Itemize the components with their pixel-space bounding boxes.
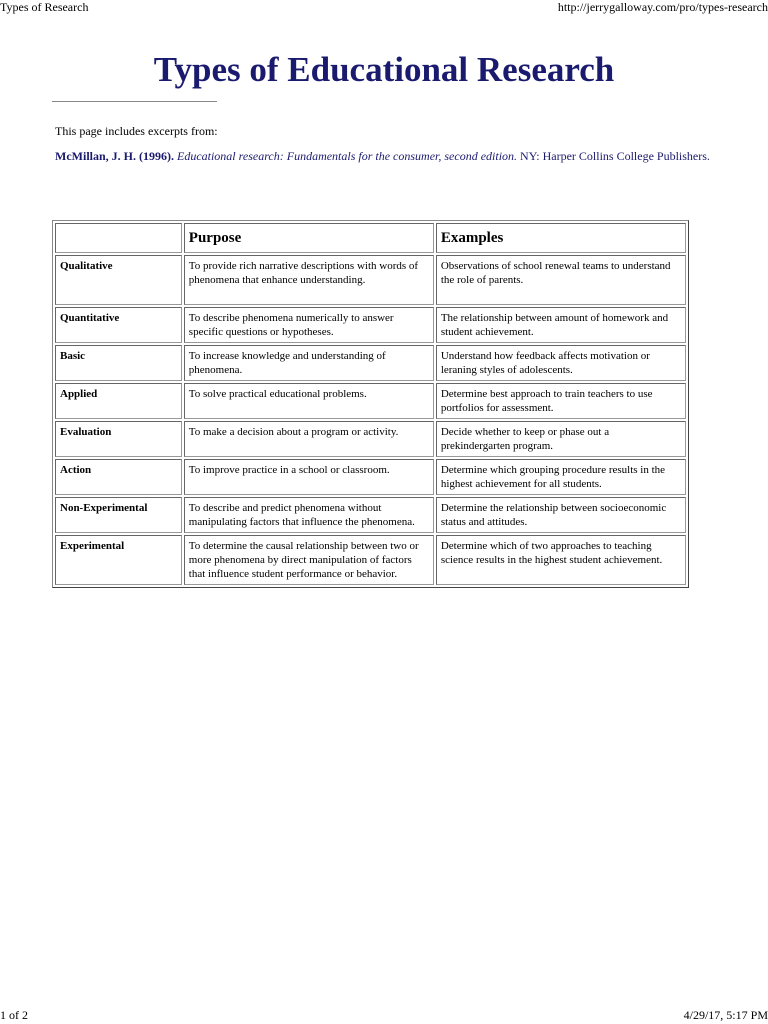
research-types-table — [52, 220, 689, 588]
table-row — [55, 345, 686, 381]
page-title: Types of Educational Research — [153, 50, 615, 89]
row-type: Basic — [55, 345, 182, 381]
row-type: Experimental — [55, 535, 182, 585]
row-purpose: To determine the causal relationship between two or more phenomena by direct manipulation of factors that influence student performance or behavior. — [184, 535, 434, 585]
row-purpose: To make a decision about a program or activity. — [184, 421, 434, 457]
row-type: Qualitative — [55, 255, 182, 305]
row-type: Non-Experimental — [55, 497, 182, 533]
table-header-row — [55, 223, 686, 253]
row-purpose: To provide rich narrative descriptions with words of phenomena that enhance understanding. — [184, 255, 434, 305]
header-purpose: Purpose — [184, 223, 434, 253]
row-purpose: To describe and predict phenomena without manipulating factors that influence the phenomena. — [184, 497, 434, 533]
print-footer-page-number: 1 of 2 — [0, 1008, 28, 1022]
header-examples: Examples — [436, 223, 686, 253]
citation-book: Educational research: Fundamentals for the consumer, second edition. — [176, 149, 518, 163]
table-row — [55, 255, 686, 305]
row-examples: Understand how feedback affects motivation or leraning styles of adolescents. — [436, 345, 686, 381]
print-footer-timestamp: 4/29/17, 5:17 PM — [683, 1008, 768, 1022]
row-purpose: To increase knowledge and understanding of phenomena. — [184, 345, 434, 381]
row-purpose: To improve practice in a school or classroom. — [184, 459, 434, 495]
print-header-url: http://jerrygalloway.com/pro/types-research — [557, 0, 768, 14]
row-examples: Determine which of two approaches to teaching science results in the highest student achievement. — [436, 535, 686, 585]
table-row — [55, 383, 686, 419]
table-row — [55, 421, 686, 457]
header-type — [55, 223, 182, 253]
citation — [52, 149, 712, 164]
table-row — [55, 307, 686, 343]
row-type: Applied — [55, 383, 182, 419]
title-divider — [52, 101, 217, 102]
print-header-page-title: Types of Research — [0, 0, 89, 14]
row-examples: Determine the relationship between socioeconomic status and attitudes. — [436, 497, 686, 533]
row-examples: Determine which grouping procedure results in the highest achievement for all students. — [436, 459, 686, 495]
row-examples: Determine best approach to train teachers to use portfolios for assessment. — [436, 383, 686, 419]
row-purpose: To solve practical educational problems. — [184, 383, 434, 419]
citation-publisher: NY: Harper Collins College Publishers. — [520, 149, 710, 163]
row-examples: Decide whether to keep or phase out a prekindergarten program. — [436, 421, 686, 457]
intro-text: This page includes excerpts from: — [55, 124, 218, 138]
row-type: Quantitative — [55, 307, 182, 343]
row-purpose: To describe phenomena numerically to answer specific questions or hypotheses. — [184, 307, 434, 343]
row-examples: Observations of school renewal teams to understand the role of parents. — [436, 255, 686, 305]
row-examples: The relationship between amount of homework and student achievement. — [436, 307, 686, 343]
table-row — [55, 535, 686, 585]
row-type: Action — [55, 459, 182, 495]
table-row — [55, 497, 686, 533]
citation-author: McMillan, J. H. (1996). — [55, 149, 174, 163]
row-type: Evaluation — [55, 421, 182, 457]
table-row — [55, 459, 686, 495]
